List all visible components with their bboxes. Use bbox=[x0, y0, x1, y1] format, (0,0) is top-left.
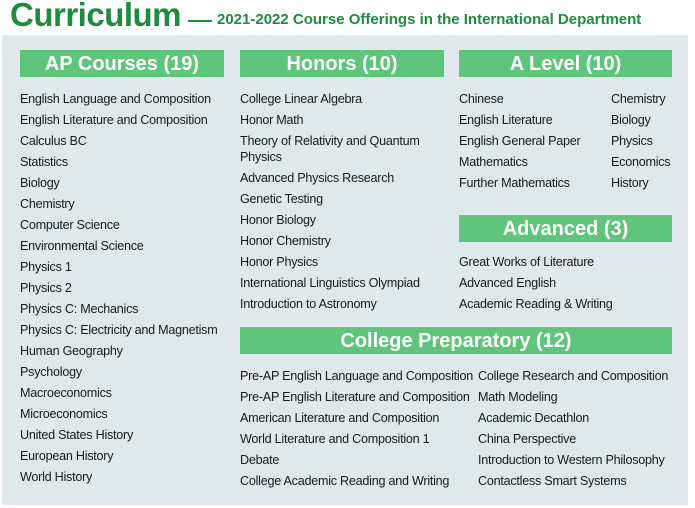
list-item: Honor Physics bbox=[240, 255, 318, 269]
advanced-header: Advanced (3) bbox=[459, 215, 672, 242]
list-item: Statistics bbox=[20, 155, 68, 169]
list-item: English Literature bbox=[459, 113, 553, 127]
a-level-header: A Level (10) bbox=[459, 50, 672, 77]
honors-header: Honors (10) bbox=[240, 50, 444, 77]
list-item: English Literature and Composition bbox=[20, 113, 208, 127]
list-item: Honor Biology bbox=[240, 213, 316, 227]
list-item: Advanced English bbox=[459, 276, 556, 290]
list-item: International Linguistics Olympiad bbox=[240, 276, 420, 290]
list-item: American Literature and Composition bbox=[240, 411, 440, 425]
list-item: Biology bbox=[611, 113, 651, 127]
list-item: World Literature and Composition 1 bbox=[240, 432, 430, 446]
list-item: Debate bbox=[240, 453, 280, 467]
college-prep-list-right bbox=[478, 368, 683, 494]
list-item: College Linear Algebra bbox=[240, 92, 362, 106]
list-item: Chinese bbox=[459, 92, 504, 106]
a-level-list-right bbox=[611, 91, 681, 196]
list-item: Computer Science bbox=[20, 218, 120, 232]
list-item: Calculus BC bbox=[20, 134, 87, 148]
list-item: United States History bbox=[20, 428, 134, 442]
a-level-list-left bbox=[459, 91, 604, 196]
honors-list bbox=[240, 91, 440, 317]
list-item: Theory of Relativity and Quantum Physics bbox=[240, 134, 420, 164]
list-item: Honor Math bbox=[240, 113, 304, 127]
title-divider bbox=[188, 20, 212, 22]
list-item: College Academic Reading and Writing bbox=[240, 474, 450, 488]
list-item: Chemistry bbox=[20, 197, 75, 211]
list-item: Introduction to Astronomy bbox=[240, 297, 377, 311]
list-item: Advanced Physics Research bbox=[240, 171, 395, 185]
list-item: Further Mathematics bbox=[459, 176, 570, 190]
list-item: Contactless Smart Systems bbox=[478, 474, 627, 488]
list-item: Microeconomics bbox=[20, 407, 108, 421]
list-item: Human Geography bbox=[20, 344, 123, 358]
list-item: Macroeconomics bbox=[20, 386, 112, 400]
list-item: European History bbox=[20, 449, 114, 463]
list-item: History bbox=[611, 176, 649, 190]
list-item: Introduction to Western Philosophy bbox=[478, 453, 665, 467]
list-item: Physics 2 bbox=[20, 281, 72, 295]
page-subtitle: 2021-2022 Course Offerings in the International Department bbox=[217, 11, 642, 28]
list-item: Pre-AP English Language and Composition bbox=[240, 369, 473, 383]
college-prep-list-left bbox=[240, 368, 476, 494]
ap-courses-header: AP Courses (19) bbox=[20, 50, 224, 77]
list-item: Genetic Testing bbox=[240, 192, 323, 206]
list-item: World History bbox=[20, 470, 93, 484]
college-prep-header: College Preparatory (12) bbox=[240, 327, 672, 354]
ap-courses-list bbox=[20, 91, 230, 490]
list-item: Academic Decathlon bbox=[478, 411, 590, 425]
list-item: Biology bbox=[20, 176, 60, 190]
list-item: Physics bbox=[611, 134, 653, 148]
list-item: English Language and Composition bbox=[20, 92, 211, 106]
list-item: Psychology bbox=[20, 365, 82, 379]
list-item: Chemistry bbox=[611, 92, 666, 106]
list-item: Great Works of Literature bbox=[459, 255, 594, 269]
list-item: Honor Chemistry bbox=[240, 234, 331, 248]
list-item: Environmental Science bbox=[20, 239, 144, 253]
list-item: Economics bbox=[611, 155, 671, 169]
list-item: Physics C: Electricity and Magnetism bbox=[20, 323, 218, 337]
list-item: Math Modeling bbox=[478, 390, 558, 404]
list-item: Physics C: Mechanics bbox=[20, 302, 139, 316]
list-item: Pre-AP English Literature and Composition bbox=[240, 390, 470, 404]
list-item: China Perspective bbox=[478, 432, 576, 446]
list-item: College Research and Composition bbox=[478, 369, 669, 383]
list-item: Physics 1 bbox=[20, 260, 72, 274]
list-item: English General Paper bbox=[459, 134, 581, 148]
list-item: Academic Reading & Writing bbox=[459, 297, 613, 311]
list-item: Mathematics bbox=[459, 155, 528, 169]
advanced-list bbox=[459, 254, 679, 317]
page-title: Curriculum bbox=[10, 0, 182, 33]
